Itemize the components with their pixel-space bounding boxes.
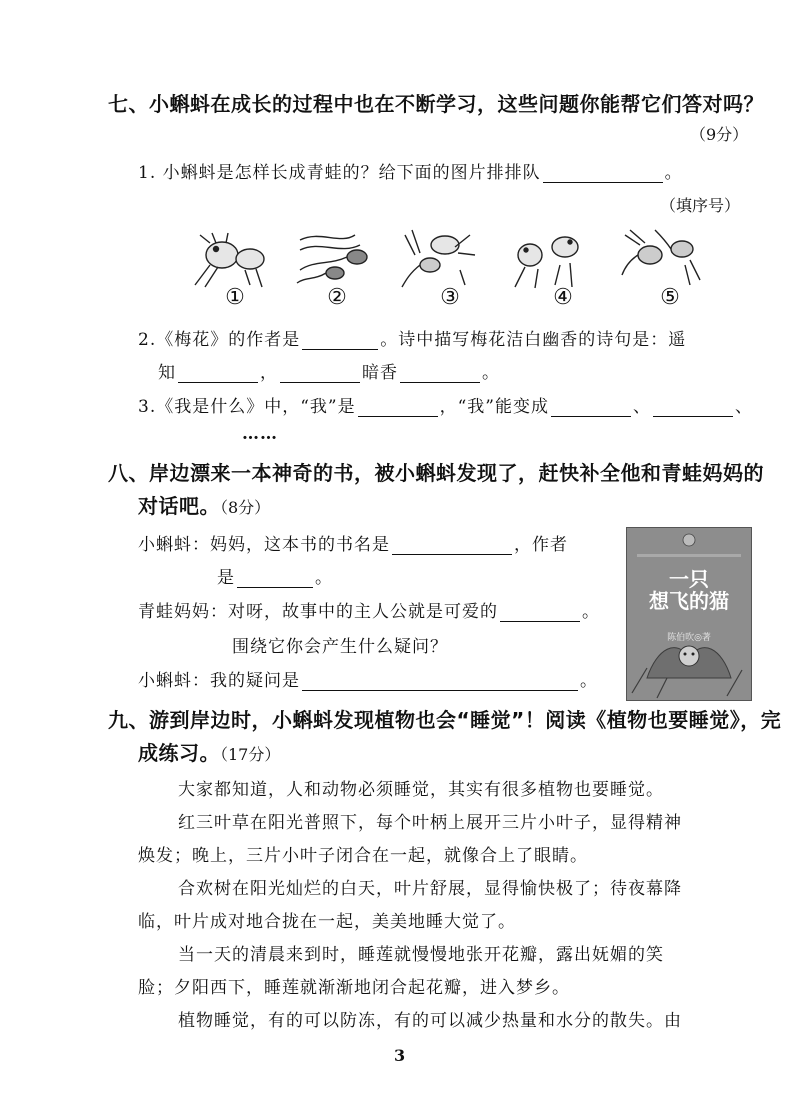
book-cover-author: 陈伯吹◎著 <box>667 633 711 643</box>
image-label-5: ⑤ <box>660 285 680 310</box>
question-7-1-hint: （填序号） <box>660 196 741 215</box>
section-7-heading: 七、小蝌蚪在成长的过程中也在不断学习，这些问题你能帮它们答对吗？ <box>108 92 764 116</box>
section-9-heading-text: 成练习。 <box>138 741 220 765</box>
image-label-4: ④ <box>553 285 573 310</box>
dialogue-2-text-b: 。 <box>582 602 600 622</box>
question-7-3-ellipsis: …… <box>242 424 278 444</box>
dialogue-1-line-2 <box>217 563 333 588</box>
answer-blank-7-2-line3[interactable] <box>400 366 480 383</box>
answer-blank-question[interactable] <box>302 674 578 691</box>
question-7-1-end: 。 <box>664 163 683 183</box>
question-7-3-text-a: 3.《我是什么》中，“我”是 <box>138 397 356 417</box>
question-7-1 <box>138 158 683 183</box>
question-7-2-line-2 <box>158 358 500 383</box>
answer-blank-7-2-line2[interactable] <box>280 366 360 383</box>
dialogue-2-line-1 <box>138 597 600 622</box>
book-cover-title <box>627 568 751 612</box>
passage-paragraph-4-line-1: 当一天的清晨来到时，睡莲就慢慢地张开花瓣，露出妩媚的笑 <box>178 945 664 965</box>
dialogue-1-text-b: ，作者 <box>514 535 568 555</box>
passage-paragraph-1: 大家都知道，人和动物必须睡觉，其实有很多植物也要睡觉。 <box>178 780 664 800</box>
answer-blank-7-2-line1[interactable] <box>178 366 258 383</box>
question-7-2-text-d: ， <box>260 363 278 383</box>
dialogue-1-line-1 <box>138 530 568 555</box>
passage-paragraph-2-line-2: 焕发；晚上，三片小叶子闭合在一起，就像合上了眼睛。 <box>138 846 588 866</box>
question-7-2-text-b: 。诗中描写梅花洁白幽香的诗句是：遥 <box>380 330 687 350</box>
question-7-1-text: 1. 小蝌蚪是怎样长成青蛙的？给下面的图片排排队 <box>138 163 541 183</box>
passage-paragraph-5-line-1: 植物睡觉，有的可以防冻，有的可以减少热量和水分的散失。由 <box>178 1011 682 1031</box>
answer-blank-7-3-3[interactable] <box>653 400 733 417</box>
page-number: 3 <box>394 1046 406 1065</box>
growth-image-3 <box>402 230 475 287</box>
answer-blank-7-3-1[interactable] <box>358 400 438 417</box>
question-7-3-text-d: 、 <box>735 397 753 417</box>
question-7-3 <box>138 392 753 417</box>
passage-paragraph-3-line-2: 临，叶片成对地合拢在一起，美美地睡大觉了。 <box>138 912 516 932</box>
section-7-points: （9分） <box>690 125 749 144</box>
section-8-heading-line-1: 八、岸边漂来一本神奇的书，被小蝌蚪发现了，赶快补全他和青蛙妈妈的 <box>108 461 764 485</box>
question-7-3-text-b: ，“我”能变成 <box>439 397 549 417</box>
tadpole-growth-images <box>190 225 710 290</box>
answer-blank-book-title[interactable] <box>392 538 512 555</box>
answer-blank-protagonist[interactable] <box>500 605 580 622</box>
dialogue-3 <box>138 666 598 691</box>
section-9-heading-line-2 <box>138 737 280 766</box>
growth-image-4 <box>515 237 578 288</box>
question-7-3-text-c: 、 <box>633 397 651 417</box>
question-7-2-text-e: 暗香 <box>362 363 398 383</box>
dialogue-1-text-d: 。 <box>315 568 333 588</box>
passage-paragraph-2-line-1: 红三叶草在阳光普照下，每个叶柄上展开三片小叶子，显得精神 <box>178 813 682 833</box>
question-7-2-text-a: 2.《梅花》的作者是 <box>138 330 301 350</box>
growth-image-1 <box>195 233 264 287</box>
question-7-2-text-c: 知 <box>158 363 176 383</box>
image-label-3: ③ <box>440 285 460 310</box>
dialogue-2-line-2: 围绕它你会产生什么疑问？ <box>232 637 448 657</box>
section-8-heading-line-2 <box>138 490 270 519</box>
section-8-points: （8分） <box>220 498 271 517</box>
dialogue-3-text-a: 小蝌蚪：我的疑问是 <box>138 671 300 691</box>
book-cover-title-line-1: 一只 <box>669 567 709 591</box>
question-7-2-text-f: 。 <box>482 363 500 383</box>
section-8-heading-text: 对话吧。 <box>138 494 220 518</box>
dialogue-3-text-b: 。 <box>580 671 598 691</box>
passage-paragraph-3-line-1: 合欢树在阳光灿烂的白天，叶片舒展，显得愉快极了；待夜幕降 <box>178 879 682 899</box>
dialogue-1-text-c: 是 <box>217 568 235 588</box>
answer-blank-7-2-author[interactable] <box>302 333 378 350</box>
question-7-2-line-1 <box>138 325 686 350</box>
answer-blank-book-author[interactable] <box>237 571 313 588</box>
dialogue-2-text-a: 青蛙妈妈：对呀，故事中的主人公就是可爱的 <box>138 602 498 622</box>
image-label-1: ① <box>225 285 245 310</box>
book-cover-title-line-2: 想飞的猫 <box>649 589 729 613</box>
image-label-2: ② <box>327 285 347 310</box>
dialogue-1-text-a: 小蝌蚪：妈妈，这本书的书名是 <box>138 535 390 555</box>
answer-blank-7-3-2[interactable] <box>551 400 631 417</box>
growth-image-2 <box>297 235 367 283</box>
growth-image-5 <box>622 230 700 285</box>
section-9-points: （17分） <box>220 745 281 764</box>
passage-paragraph-4-line-2: 脸；夕阳西下，睡莲就渐渐地闭合起花瓣，进入梦乡。 <box>138 978 570 998</box>
section-9-heading-line-1: 九、游到岸边时，小蝌蚪发现植物也会“睡觉”！阅读《植物也要睡觉》，完 <box>108 708 782 732</box>
book-cover-image <box>626 527 752 701</box>
answer-blank-7-1[interactable] <box>543 166 663 183</box>
